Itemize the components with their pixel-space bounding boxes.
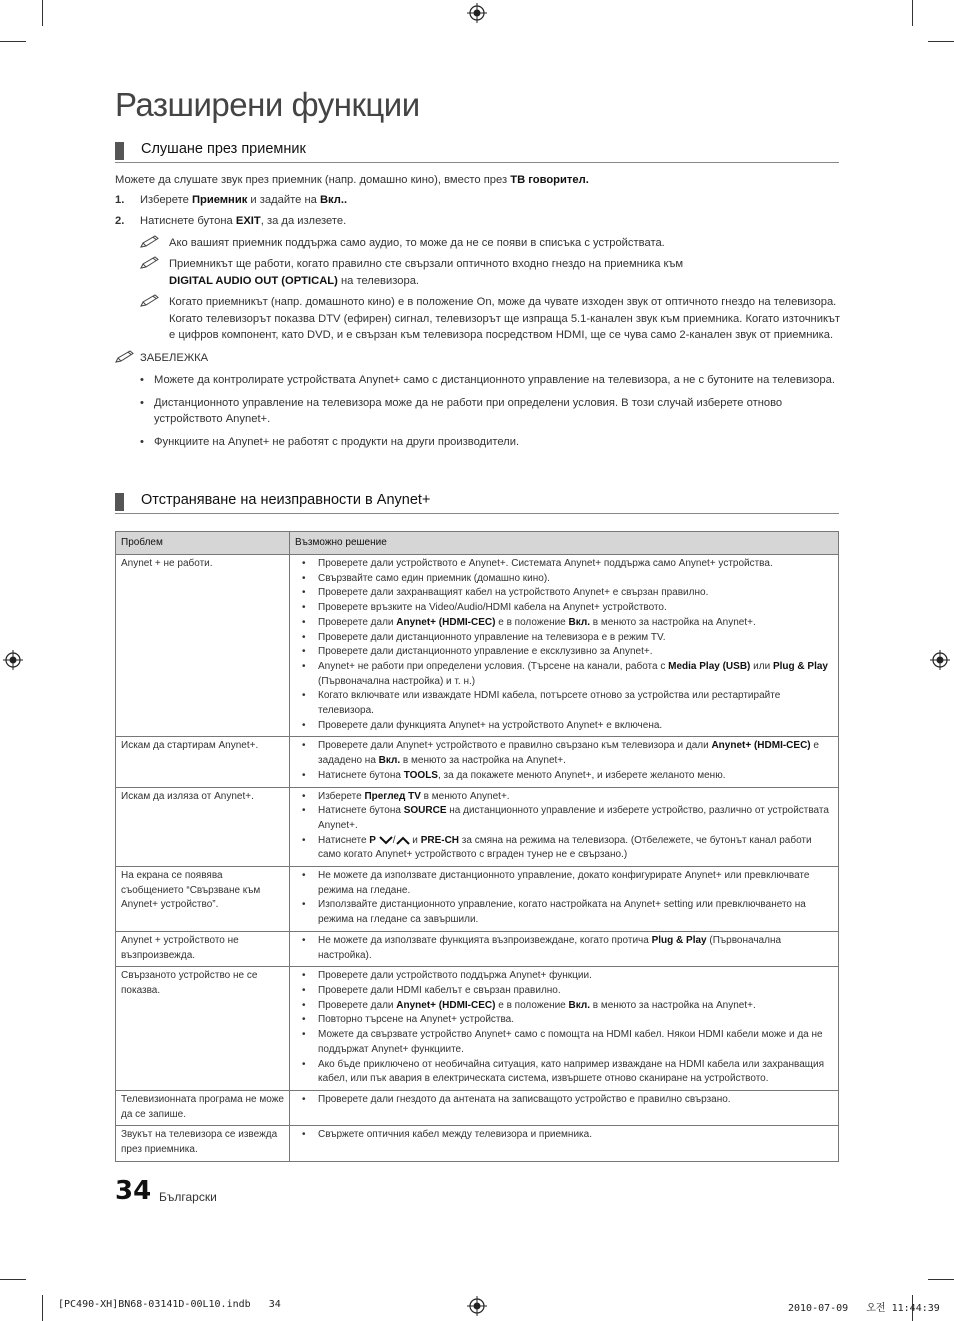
table-row <box>116 787 839 867</box>
solution-cell <box>290 737 839 787</box>
solution-item: • Свързвайте само един приемник (домашно кино). <box>295 572 833 587</box>
section-marker <box>115 142 124 160</box>
solution-item: • Проверете дали функцията Anynet+ на устройството Anynet+ е включена. <box>295 719 833 734</box>
note-pencil-icon <box>140 235 160 249</box>
print-footer-date: 2010-07-09 오전 11:44:39 <box>788 1303 940 1314</box>
solution-item: • Проверете дали дистанционното управление е ексклузивно за Anynet+. <box>295 645 833 660</box>
solution-item: • Повторно търсене на Anynet+ устройства. <box>295 1013 833 1028</box>
solution-cell <box>290 867 839 932</box>
table-row <box>116 555 839 737</box>
crop-mark <box>42 0 43 26</box>
solution-item: • Проверете дали устройството поддържа Anynet+ функции. <box>295 969 833 984</box>
remark-bullet: • Функциите на Anynet+ не работят с продукти на други производители. <box>140 435 520 448</box>
step-item: 1. Изберете Приемник и задайте на Вкл.. <box>115 193 348 206</box>
table-row <box>116 1090 839 1125</box>
column-header-problem: Проблем <box>116 532 290 555</box>
note-item: Когато приемникът (напр. домашното кино) е в положение On, може да чувате изходен звук от оптичното гнездо на телевизора. Когато телевизорът показва DTV (ефирен) сигнал, телевизорът ще изпраща 5.1-канален звук към приемника. Когато източникът е цифров компонент, като DVD, и е свързан към телевизора посредством HDMI, ще се чува само 2-канален звук от приемника. <box>115 294 841 344</box>
solution-item: • Проверете дали Anynet+ устройството е правилно свързано към телевизора и дали Anynet+ (HDMI-CEC) е зададено на Вкл. в менюто за настройка на Anynet+. <box>295 739 833 768</box>
registration-mark-icon <box>930 650 950 670</box>
section-heading-receiver <box>115 140 839 163</box>
solution-item: • Не можете да използвате функцията възпроизвеждане, когато протича Plug & Play (Първоначална настройка). <box>295 934 833 963</box>
crop-mark <box>0 41 26 42</box>
solution-cell <box>290 555 839 737</box>
solution-item: • Проверете дали HDMI кабелът е свързан правилно. <box>295 984 833 999</box>
page-number: 34 <box>115 1176 152 1206</box>
note-pencil-icon <box>140 294 160 308</box>
solution-cell <box>290 787 839 867</box>
note-item: Ако вашият приемник поддържа само аудио, то може да не се появи в списъка с устройствата. <box>115 235 841 252</box>
table-row <box>116 967 839 1091</box>
remark-heading: ЗАБЕЛЕЖКА <box>115 350 841 367</box>
chevron-down-icon <box>379 836 393 845</box>
table-row <box>116 737 839 787</box>
problem-cell: Искам да изляза от Anynet+. <box>116 787 290 867</box>
problem-cell: Anynet + не работи. <box>116 555 290 737</box>
solution-cell <box>290 1126 839 1161</box>
solution-cell <box>290 1090 839 1125</box>
problem-cell: Искам да стартирам Anynet+. <box>116 737 290 787</box>
registration-mark-icon <box>467 3 487 23</box>
solution-item: • Натиснете бутона TOOLS, за да покажете менюто Anynet+, и изберете желаното меню. <box>295 769 833 784</box>
page-title: Разширени функции <box>115 86 420 123</box>
problem-cell: Свързаното устройство не се показва. <box>116 967 290 1091</box>
solution-cell <box>290 931 839 966</box>
solution-cell <box>290 967 839 1091</box>
table-header-row <box>116 532 839 555</box>
solution-item: • Проверете дали захранващият кабел на устройството Anynet+ е свързан правилно. <box>295 586 833 601</box>
crop-mark <box>42 1295 43 1321</box>
solution-item: • Не можете да използвате дистанционното управление, докато конфигурирате Anynet+ или превключвате режима на гледане. <box>295 869 833 898</box>
solution-item: • Натиснете P / и PRE-CH за смяна на режима на телевизора. (Отбележете, че бутонът канал работи само когато Anynet+ устройството с вграден тунер не е свързано.) <box>295 834 833 863</box>
crop-mark <box>912 0 913 26</box>
solution-item: • Проверете дали Anynet+ (HDMI-CEC) е в положение Вкл. в менюто за настройка на Anynet+. <box>295 616 833 631</box>
solution-item: • Свържете оптичния кабел между телевизора и приемника. <box>295 1128 833 1143</box>
solution-item: • Проверете дали Anynet+ (HDMI-CEC) е в положение Вкл. в менюто за настройка на Anynet+. <box>295 999 833 1014</box>
problem-cell: Звукът на телевизора се извежда през приемника. <box>116 1126 290 1161</box>
solution-item: • Можете да свързвате устройство Anynet+ само с помощта на HDMI кабел. Някои HDMI кабели може и да не поддържат Anynet+ функциите. <box>295 1028 833 1057</box>
crop-mark <box>928 41 954 42</box>
solution-item: • Проверете дали дистанционното управление на телевизора е в режим TV. <box>295 631 833 646</box>
solution-item: • Проверете дали гнездото да антената на записващото устройство е правилно свързано. <box>295 1093 833 1108</box>
page-language: Български <box>159 1190 217 1204</box>
section-receiver-body <box>115 172 841 450</box>
problem-cell: Телевизионната програма не може да се запише. <box>116 1090 290 1125</box>
note-pencil-icon <box>115 350 135 364</box>
column-header-solution: Възможно решение <box>290 532 839 555</box>
remark-bullet: • Можете да контролирате устройствата Anynet+ само с дистанционното управление на телевизора, а не с бутоните на телевизора. <box>140 374 835 386</box>
section-heading-troubleshooting <box>115 491 839 514</box>
section-heading-text: Слушане през приемник <box>141 141 306 157</box>
note-pencil-icon <box>140 256 160 270</box>
solution-item: • Проверете дали устройството е Anynet+. Системата Anynet+ поддържа само Anynet+ устройства. <box>295 557 833 572</box>
table-row <box>116 931 839 966</box>
problem-cell: На екрана се появява съобщението “Свързване към Anynet+ устройство”. <box>116 867 290 932</box>
problem-cell: Anynet + устройството не възпроизвежда. <box>116 931 290 966</box>
solution-item: • Проверете връзките на Video/Audio/HDMI кабела на Anynet+ устройството. <box>295 601 833 616</box>
solution-item: • Изберете Преглед TV в менюто Anynet+. <box>295 790 833 805</box>
troubleshooting-table <box>115 531 839 1162</box>
table-row <box>116 867 839 932</box>
solution-item: • Anynet+ не работи при определени условия. (Търсене на канали, работа с Media Play (USB) или Plug & Play (Първоначална настройка) и т. н.) <box>295 660 833 689</box>
step-item: 2. Натиснете бутона EXIT, за да излезете. <box>115 215 347 227</box>
print-footer-file: [PC490-XH]BN68-03141D-00L10.indb 34 <box>58 1299 281 1310</box>
solution-item: • Ако бъде приключено от необичайна ситуация, като например изваждане на HDMI кабела или захранващия кабел, или пък авария в електрическата система, извършете отново сканиране на устройството. <box>295 1058 833 1087</box>
crop-mark <box>0 1279 26 1280</box>
note-item: Приемникът ще работи, когато правилно сте свързали оптичното входно гнездо на приемника към DIGITAL AUDIO OUT (OPTICAL) на телевизора. <box>115 256 841 289</box>
registration-mark-icon <box>467 1296 487 1316</box>
section-heading-text: Отстраняване на неизправности в Anynet+ <box>141 492 431 508</box>
table-row <box>116 1126 839 1161</box>
registration-mark-icon <box>3 650 23 670</box>
intro-paragraph: Можете да слушате звук през приемник (напр. домашно кино), вместо през ТВ говорител. <box>115 174 589 186</box>
solution-item: • Натиснете бутона SOURCE на дистанционното управление и изберете устройство, различно от устройствата Anynet+. <box>295 804 833 833</box>
solution-item: • Когато включвате или изваждате HDMI кабела, потърсете отново за устройства или рестартирайте телевизора. <box>295 689 833 718</box>
solution-item: • Използвайте дистанционното управление, когато настройката на Anynet+ setting или превключването на режима на гледане са завършили. <box>295 898 833 927</box>
remark-bullet: • Дистанционното управление на телевизора може да не работи при определени условия. В този случай изберете отново устройството Anynet+. <box>140 396 783 425</box>
section-marker <box>115 493 124 511</box>
crop-mark <box>928 1279 954 1280</box>
chevron-up-icon <box>396 836 410 845</box>
